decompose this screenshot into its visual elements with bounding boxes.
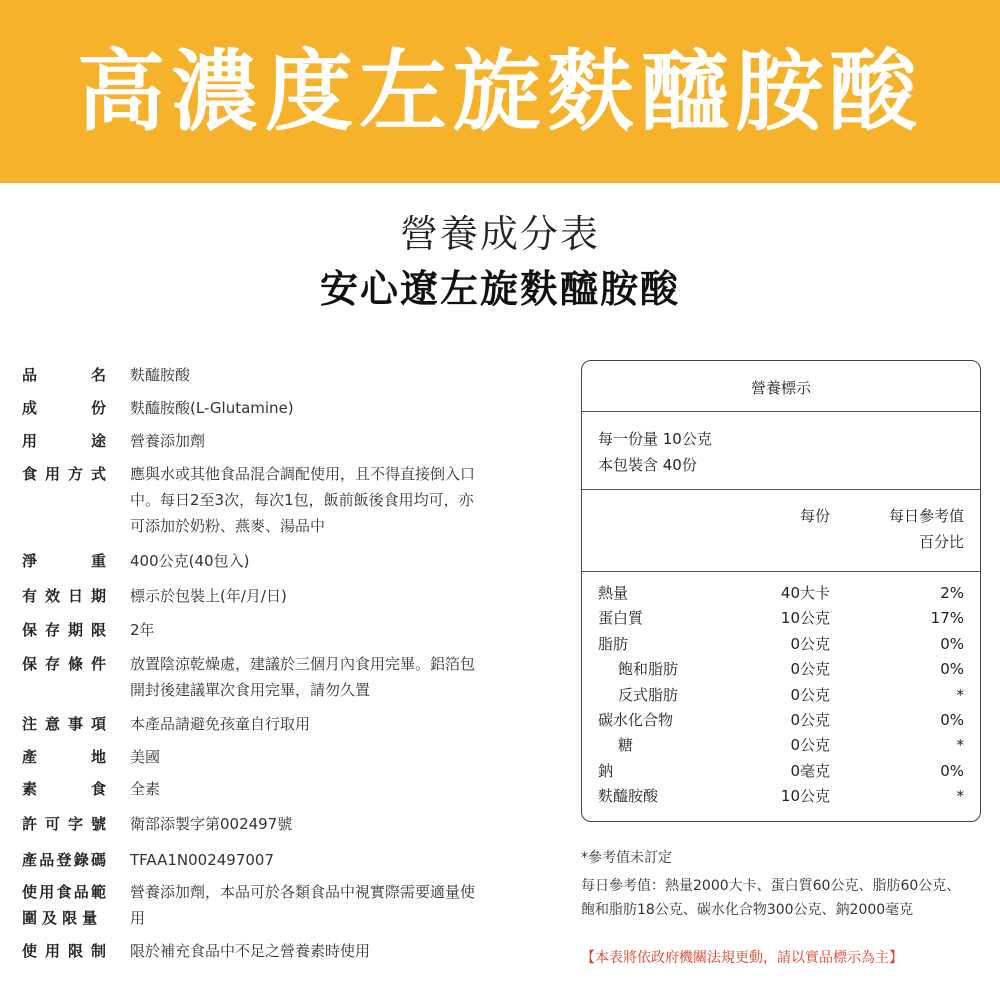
- nutrient-daily-value: 0%: [940, 660, 964, 679]
- divider: [582, 571, 980, 572]
- spec-value-line: 標示於包裝上(年/月/日): [130, 587, 287, 605]
- daily-value-header-line2: 百分比: [918, 533, 964, 551]
- spec-value-line: TFAA1N002497007: [130, 851, 275, 869]
- nutrient-daily-value: 17%: [930, 609, 964, 628]
- spec-value-line: 麩醯胺酸(L-Glutamine): [130, 399, 294, 417]
- nutrient-per-serving: 10公克: [780, 609, 830, 628]
- nutrition-row: [582, 581, 980, 606]
- spec-label: 淨重: [22, 552, 106, 570]
- spec-label: 素食: [22, 780, 106, 798]
- nutrient-per-serving: 10公克: [780, 787, 830, 806]
- banner-title: 高濃度左旋麩醯胺酸: [76, 39, 923, 143]
- nutrient-name: 飽和脂肪: [618, 660, 679, 679]
- spec-value: [130, 811, 542, 837]
- nutrient-daily-value: 0%: [940, 634, 964, 653]
- spec-label: 注意事項: [22, 715, 106, 733]
- spec-value-line: 衛部添製字第002497號: [130, 815, 293, 833]
- spec-value: [130, 617, 542, 643]
- nutrient-per-serving: 0公克: [790, 634, 830, 653]
- spec-label-line: 圍及限量: [22, 909, 98, 927]
- spec-value-line: 中。每日2至3次，每次1包，飯前飯後食用均可，亦: [130, 491, 474, 509]
- spec-label: 保存條件: [22, 655, 106, 673]
- product-title: 安心遼左旋麩醯胺酸: [319, 267, 680, 311]
- spec-value: [130, 395, 542, 421]
- spec-label: 品名: [22, 366, 106, 384]
- spec-value: [130, 938, 542, 964]
- spec-label: [22, 879, 106, 931]
- nutrient-daily-value: *: [956, 736, 964, 755]
- spec-value-line: 限於補充食品中不足之營養素時使用: [130, 942, 371, 960]
- spec-label: 許可字號: [22, 815, 106, 833]
- nutrient-daily-value: 0%: [940, 761, 964, 780]
- spec-value-line: 營養添加劑，本品可於各類食品中視實際需要適量使: [130, 883, 476, 901]
- spec-label: 使用限制: [22, 942, 106, 960]
- spec-value: [130, 583, 542, 609]
- footnote-daily-reference-1: 每日參考值：熱量2000大卡、蛋白質60公克、脂肪60公克、: [581, 878, 961, 894]
- spec-label: 產地: [22, 748, 106, 766]
- footnote-daily-reference-2: 飽和脂肪18公克、碳水化合物300公克、鈉2000毫克: [581, 902, 914, 918]
- spec-value: [130, 362, 542, 388]
- servings-per-package: 本包裝含 40份: [598, 456, 697, 474]
- spec-value-line: 開封後建議單次食用完畢，請勿久置: [130, 681, 371, 699]
- nutrient-per-serving: 0公克: [790, 685, 830, 704]
- spec-label: 成份: [22, 399, 106, 417]
- nutrient-name: 糖: [618, 736, 634, 755]
- spec-label: 有效日期: [22, 587, 106, 605]
- per-serving-header: 每份: [799, 507, 830, 525]
- spec-value-line: 本產品請避免孩童自行取用: [130, 715, 311, 733]
- nutrition-facts-table: [581, 360, 981, 822]
- spec-value: [130, 651, 542, 703]
- spec-value-line: 可添加於奶粉、燕麥、湯品中: [130, 517, 326, 535]
- nutrient-name: 碳水化合物: [598, 711, 674, 729]
- spec-value-line: 用: [130, 909, 146, 927]
- spec-value: [130, 428, 542, 454]
- spec-value-line: 400公克(40包入): [130, 552, 250, 570]
- spec-value: [130, 711, 542, 737]
- spec-value-line: 營養添加劑: [130, 432, 206, 450]
- spec-value: [130, 776, 542, 802]
- nutrient-name: 脂肪: [598, 634, 629, 653]
- nutrient-daily-value: *: [956, 787, 964, 806]
- nutrition-row: [582, 683, 980, 708]
- nutrient-name: 麩醯胺酸: [598, 787, 659, 806]
- divider: [582, 489, 980, 490]
- spec-value-line: 應與水或其他食品混合調配使用，且不得直接倒入口: [130, 465, 476, 483]
- top-banner: [0, 0, 1000, 183]
- nutrient-daily-value: *: [956, 685, 964, 704]
- spec-value-line: 全素: [130, 780, 161, 798]
- nutrient-per-serving: 0公克: [790, 711, 830, 729]
- daily-value-header-line1: 每日參考值: [888, 507, 964, 525]
- spec-label: 用途: [22, 432, 106, 450]
- nutrient-name: 熱量: [598, 584, 629, 602]
- nutrient-daily-value: 2%: [940, 584, 964, 602]
- nutrient-name: 反式脂肪: [618, 685, 679, 704]
- divider: [582, 411, 980, 412]
- serving-size: 每一份量 10公克: [598, 430, 712, 448]
- spec-value: [130, 847, 542, 873]
- nutrition-row: [582, 759, 980, 784]
- spec-value: [130, 879, 542, 931]
- spec-value: [130, 461, 542, 539]
- page-subtitle: 營養成分表: [399, 212, 600, 256]
- spec-value: [130, 548, 542, 574]
- spec-value: [130, 744, 542, 770]
- nutrient-per-serving: 0公克: [790, 660, 830, 679]
- nutrition-row: [582, 708, 980, 733]
- nutrition-row: [582, 784, 980, 809]
- nutrition-row: [582, 657, 980, 682]
- nutrient-name: 鈉: [598, 761, 614, 780]
- nutrition-row: [582, 733, 980, 758]
- regulation-notice: 【本表將依政府機關法規更動，請以實品標示為主】: [581, 950, 903, 966]
- spec-value-line: 2年: [130, 621, 155, 639]
- spec-label: 保存期限: [22, 621, 106, 639]
- spec-label-line: 使用食品範: [22, 883, 106, 901]
- spec-value-line: 麩醯胺酸: [130, 366, 191, 384]
- spec-value-line: 美國: [130, 748, 161, 766]
- nutrient-per-serving: 40大卡: [780, 584, 830, 602]
- nutrient-per-serving: 0公克: [790, 736, 830, 755]
- nutrition-row: [582, 632, 980, 657]
- nutrient-per-serving: 0毫克: [790, 761, 830, 780]
- footnote-not-established: *參考值未訂定: [581, 850, 672, 866]
- spec-label: 食用方式: [22, 465, 106, 483]
- spec-label: 產品登錄碼: [22, 851, 106, 869]
- daily-value-header: [854, 503, 964, 555]
- nutrition-row: [582, 606, 980, 631]
- nutrient-daily-value: 0%: [940, 711, 964, 729]
- nutrition-title: 營養標示: [750, 379, 811, 397]
- nutrient-name: 蛋白質: [598, 609, 644, 628]
- spec-value-line: 放置陰涼乾燥處，建議於三個月內食用完畢。鋁箔包: [130, 655, 476, 673]
